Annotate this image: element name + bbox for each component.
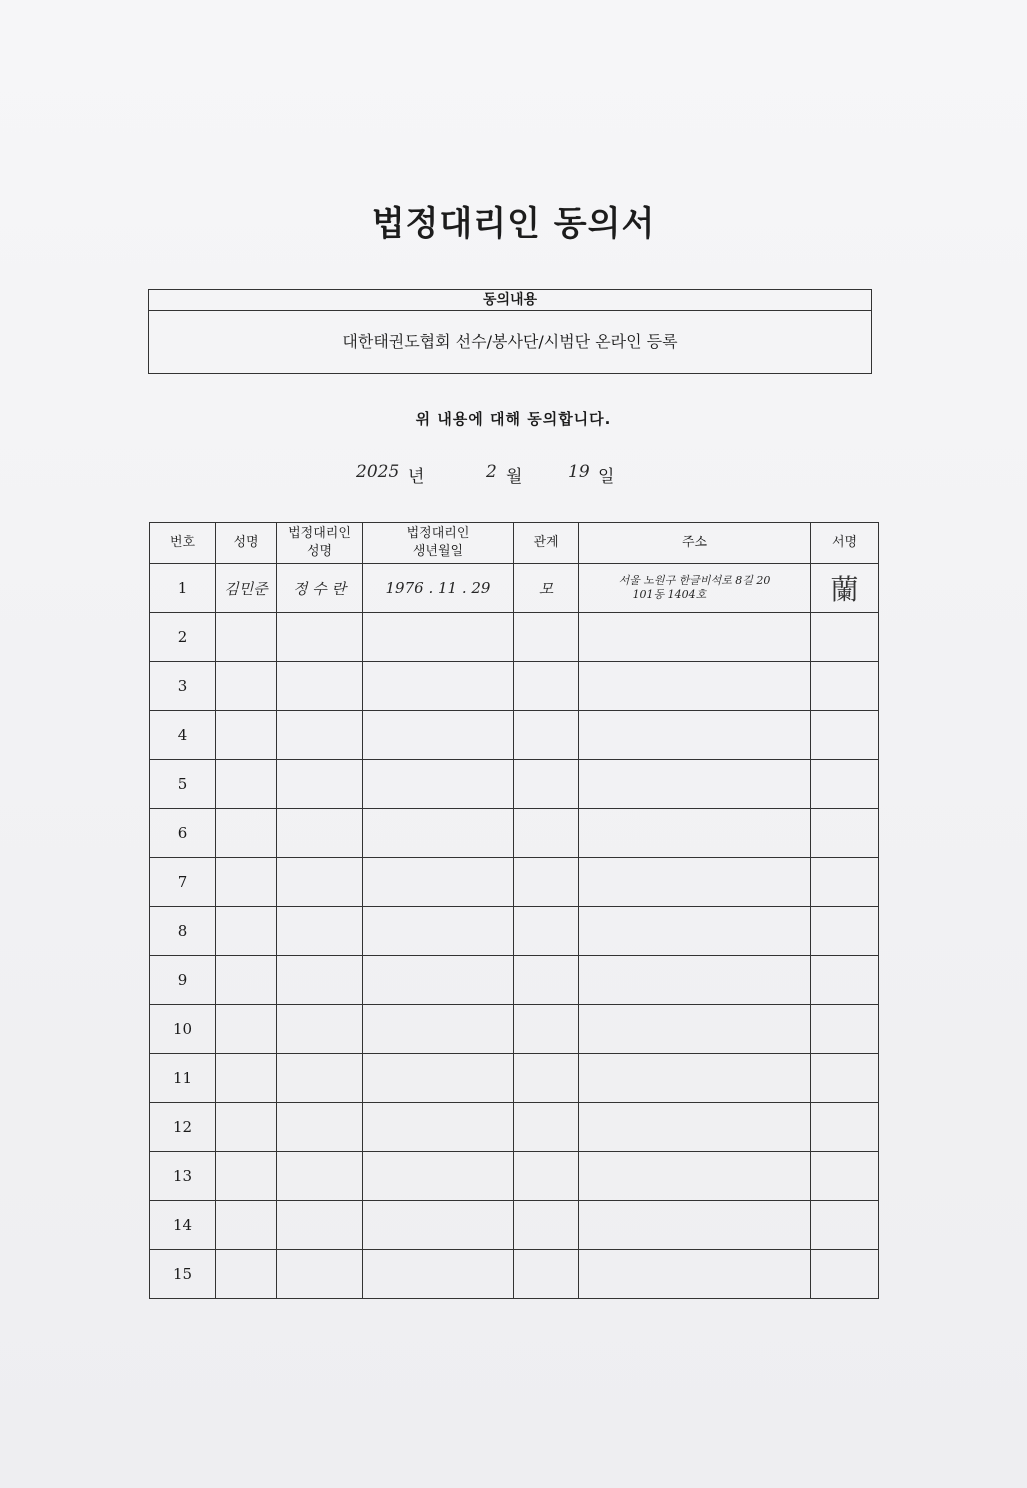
row-relation xyxy=(514,662,579,711)
document-title: 법정대리인 동의서 xyxy=(371,204,656,244)
date-line xyxy=(0,458,1027,488)
row-address-value xyxy=(688,770,702,798)
row-signature xyxy=(811,1201,879,1250)
row-address xyxy=(579,613,811,662)
row-guardian-birth xyxy=(363,613,514,662)
row-guardian-birth xyxy=(363,809,514,858)
row-relation xyxy=(514,956,579,1005)
row-name-value: 김민준 xyxy=(224,579,268,598)
row-relation xyxy=(514,809,579,858)
row-relation xyxy=(514,1005,579,1054)
row-signature xyxy=(811,1250,879,1299)
row-number xyxy=(150,1005,216,1054)
row-address xyxy=(579,564,811,613)
consent-content-header: 동의내용 xyxy=(149,290,871,311)
row-guardian-birth xyxy=(363,760,514,809)
address-line-2 xyxy=(688,980,702,993)
row-number xyxy=(150,564,216,613)
row-signature xyxy=(811,956,879,1005)
date-month: 2 xyxy=(486,462,497,482)
row-guardian-name xyxy=(277,1250,363,1299)
row-guardian-birth xyxy=(363,711,514,760)
address-line-2 xyxy=(688,1176,702,1189)
table-row xyxy=(150,1152,879,1201)
row-guardian-birth xyxy=(363,1005,514,1054)
row-number-value: 6 xyxy=(177,824,188,842)
row-name xyxy=(216,1201,277,1250)
row-guardian-name xyxy=(277,1152,363,1201)
row-guardian-birth xyxy=(363,1250,514,1299)
row-number-value: 7 xyxy=(177,873,188,891)
row-address xyxy=(579,809,811,858)
row-guardian-birth xyxy=(363,907,514,956)
row-address xyxy=(579,1201,811,1250)
row-number-value: 5 xyxy=(177,775,188,793)
row-number xyxy=(150,662,216,711)
row-name xyxy=(216,1005,277,1054)
row-address xyxy=(579,1054,811,1103)
row-guardian-birth xyxy=(363,1054,514,1103)
row-guardian-name xyxy=(277,1054,363,1103)
row-name xyxy=(216,956,277,1005)
table-header-row xyxy=(150,523,879,564)
row-address-value xyxy=(688,1015,702,1043)
row-number-value: 10 xyxy=(172,1020,193,1038)
table-row xyxy=(150,662,879,711)
address-line-2 xyxy=(688,637,702,650)
row-address-value xyxy=(688,672,702,700)
row-signature xyxy=(811,858,879,907)
date-year: 2025 xyxy=(356,462,400,482)
row-relation xyxy=(514,613,579,662)
row-signature xyxy=(811,662,879,711)
row-guardian-name xyxy=(277,907,363,956)
row-address-value xyxy=(688,1113,702,1141)
row-address xyxy=(579,711,811,760)
row-signature xyxy=(811,809,879,858)
row-signature-value: 蘭 xyxy=(830,573,859,606)
table-row xyxy=(150,1103,879,1152)
row-name xyxy=(216,662,277,711)
row-relation xyxy=(514,1250,579,1299)
row-address-value xyxy=(688,1162,702,1190)
row-signature xyxy=(811,1103,879,1152)
address-line-2 xyxy=(688,1127,702,1140)
row-number xyxy=(150,711,216,760)
row-name xyxy=(216,1152,277,1201)
row-address xyxy=(579,1250,811,1299)
address-line-2 xyxy=(688,833,702,846)
row-number xyxy=(150,1103,216,1152)
row-guardian-name xyxy=(277,1005,363,1054)
row-number-value: 4 xyxy=(177,726,188,744)
row-signature xyxy=(811,1152,879,1201)
table-row xyxy=(150,1250,879,1299)
row-number-value: 1 xyxy=(177,579,188,597)
table-row xyxy=(150,907,879,956)
row-relation xyxy=(514,1054,579,1103)
row-guardian-name xyxy=(277,1103,363,1152)
date-year-label: 년 xyxy=(408,467,425,487)
row-address-value xyxy=(688,1211,702,1239)
row-number-value: 13 xyxy=(172,1167,193,1185)
row-address xyxy=(579,1005,811,1054)
row-signature xyxy=(811,711,879,760)
row-address-value xyxy=(688,966,702,994)
header-name: 성명 xyxy=(216,523,277,564)
header-guardian-birth: 법정대리인 생년월일 xyxy=(363,523,514,564)
row-relation xyxy=(514,907,579,956)
row-guardian-name xyxy=(277,858,363,907)
row-relation xyxy=(514,1152,579,1201)
row-signature xyxy=(811,1054,879,1103)
row-address-value xyxy=(688,917,702,945)
row-relation xyxy=(514,564,579,613)
row-name xyxy=(216,1250,277,1299)
row-relation-value: 모 xyxy=(538,579,554,598)
row-name xyxy=(216,1103,277,1152)
row-number xyxy=(150,1201,216,1250)
row-signature xyxy=(811,1005,879,1054)
guardian-consent-table xyxy=(149,522,879,1299)
table-row xyxy=(150,613,879,662)
address-line-2 xyxy=(688,1274,702,1287)
header-guardian-name: 법정대리인 성명 xyxy=(277,523,363,564)
row-guardian-name xyxy=(277,662,363,711)
row-address-value xyxy=(688,721,702,749)
row-guardian-name xyxy=(277,760,363,809)
row-number xyxy=(150,858,216,907)
row-number-value: 3 xyxy=(177,677,188,695)
row-relation xyxy=(514,1103,579,1152)
row-signature xyxy=(811,760,879,809)
row-guardian-birth xyxy=(363,1103,514,1152)
table-row xyxy=(150,760,879,809)
row-address-value xyxy=(688,868,702,896)
row-address-value xyxy=(688,623,702,651)
row-guardian-name xyxy=(277,809,363,858)
row-address xyxy=(579,662,811,711)
address-line-2: 101동 1404호 xyxy=(632,588,707,601)
row-number-value: 14 xyxy=(172,1216,193,1234)
row-address xyxy=(579,956,811,1005)
row-number xyxy=(150,907,216,956)
row-number-value: 2 xyxy=(177,628,188,646)
row-name xyxy=(216,760,277,809)
row-address-value xyxy=(688,819,702,847)
row-number xyxy=(150,1250,216,1299)
row-number xyxy=(150,760,216,809)
table-row xyxy=(150,956,879,1005)
address-line-2 xyxy=(688,1225,702,1238)
row-guardian-birth xyxy=(363,564,514,613)
row-guardian-name xyxy=(277,1201,363,1250)
agreement-statement: 위 내용에 대해 동의합니다. xyxy=(415,410,612,428)
row-signature xyxy=(811,564,879,613)
row-relation xyxy=(514,858,579,907)
row-guardian-name xyxy=(277,711,363,760)
row-address-value xyxy=(619,574,771,602)
consent-content-box xyxy=(148,289,872,374)
table-row xyxy=(150,564,879,613)
date-day-label: 일 xyxy=(598,467,615,487)
row-address-value xyxy=(688,1064,702,1092)
row-number xyxy=(150,613,216,662)
row-signature xyxy=(811,907,879,956)
row-guardian-name-value: 정 수 란 xyxy=(292,579,346,598)
row-name xyxy=(216,613,277,662)
row-address-value xyxy=(688,1260,702,1288)
address-line-2 xyxy=(688,931,702,944)
table-row xyxy=(150,858,879,907)
date-month-label: 월 xyxy=(506,467,523,487)
address-line-2 xyxy=(688,735,702,748)
row-guardian-name xyxy=(277,956,363,1005)
header-signature: 서명 xyxy=(811,523,879,564)
address-line-2 xyxy=(688,882,702,895)
row-guardian-birth xyxy=(363,858,514,907)
row-address xyxy=(579,1103,811,1152)
row-number xyxy=(150,1152,216,1201)
address-line-1: 서울 노원구 한글비석로 8길 20 xyxy=(618,574,771,587)
header-relation: 관계 xyxy=(514,523,579,564)
row-address xyxy=(579,907,811,956)
table-row xyxy=(150,809,879,858)
row-name xyxy=(216,907,277,956)
row-relation xyxy=(514,1201,579,1250)
row-guardian-birth xyxy=(363,662,514,711)
address-line-2 xyxy=(688,1029,702,1042)
row-guardian-birth xyxy=(363,1152,514,1201)
row-guardian-birth xyxy=(363,1201,514,1250)
row-address xyxy=(579,1152,811,1201)
row-name xyxy=(216,711,277,760)
row-relation xyxy=(514,711,579,760)
row-number-value: 15 xyxy=(172,1265,193,1283)
consent-content-body: 대한태권도협회 선수/봉사단/시범단 온라인 등록 xyxy=(342,332,678,351)
row-relation xyxy=(514,760,579,809)
row-guardian-birth xyxy=(363,956,514,1005)
row-guardian-name xyxy=(277,564,363,613)
table-row xyxy=(150,711,879,760)
row-guardian-birth-value: 1976 . 11 . 29 xyxy=(385,579,491,597)
row-name xyxy=(216,858,277,907)
table-row xyxy=(150,1005,879,1054)
row-number xyxy=(150,809,216,858)
address-line-2 xyxy=(688,1078,702,1091)
date-day: 19 xyxy=(568,462,590,482)
row-number xyxy=(150,1054,216,1103)
address-line-2 xyxy=(688,784,702,797)
row-guardian-name xyxy=(277,613,363,662)
header-address: 주소 xyxy=(579,523,811,564)
row-number-value: 12 xyxy=(172,1118,193,1136)
table-row xyxy=(150,1054,879,1103)
row-number xyxy=(150,956,216,1005)
row-address xyxy=(579,858,811,907)
row-name xyxy=(216,564,277,613)
row-signature xyxy=(811,613,879,662)
address-line-2 xyxy=(688,686,702,699)
row-number-value: 11 xyxy=(172,1069,193,1087)
row-name xyxy=(216,1054,277,1103)
header-number: 번호 xyxy=(150,523,216,564)
row-number-value: 9 xyxy=(177,971,188,989)
table-row xyxy=(150,1201,879,1250)
row-name xyxy=(216,809,277,858)
row-address xyxy=(579,760,811,809)
row-number-value: 8 xyxy=(177,922,188,940)
